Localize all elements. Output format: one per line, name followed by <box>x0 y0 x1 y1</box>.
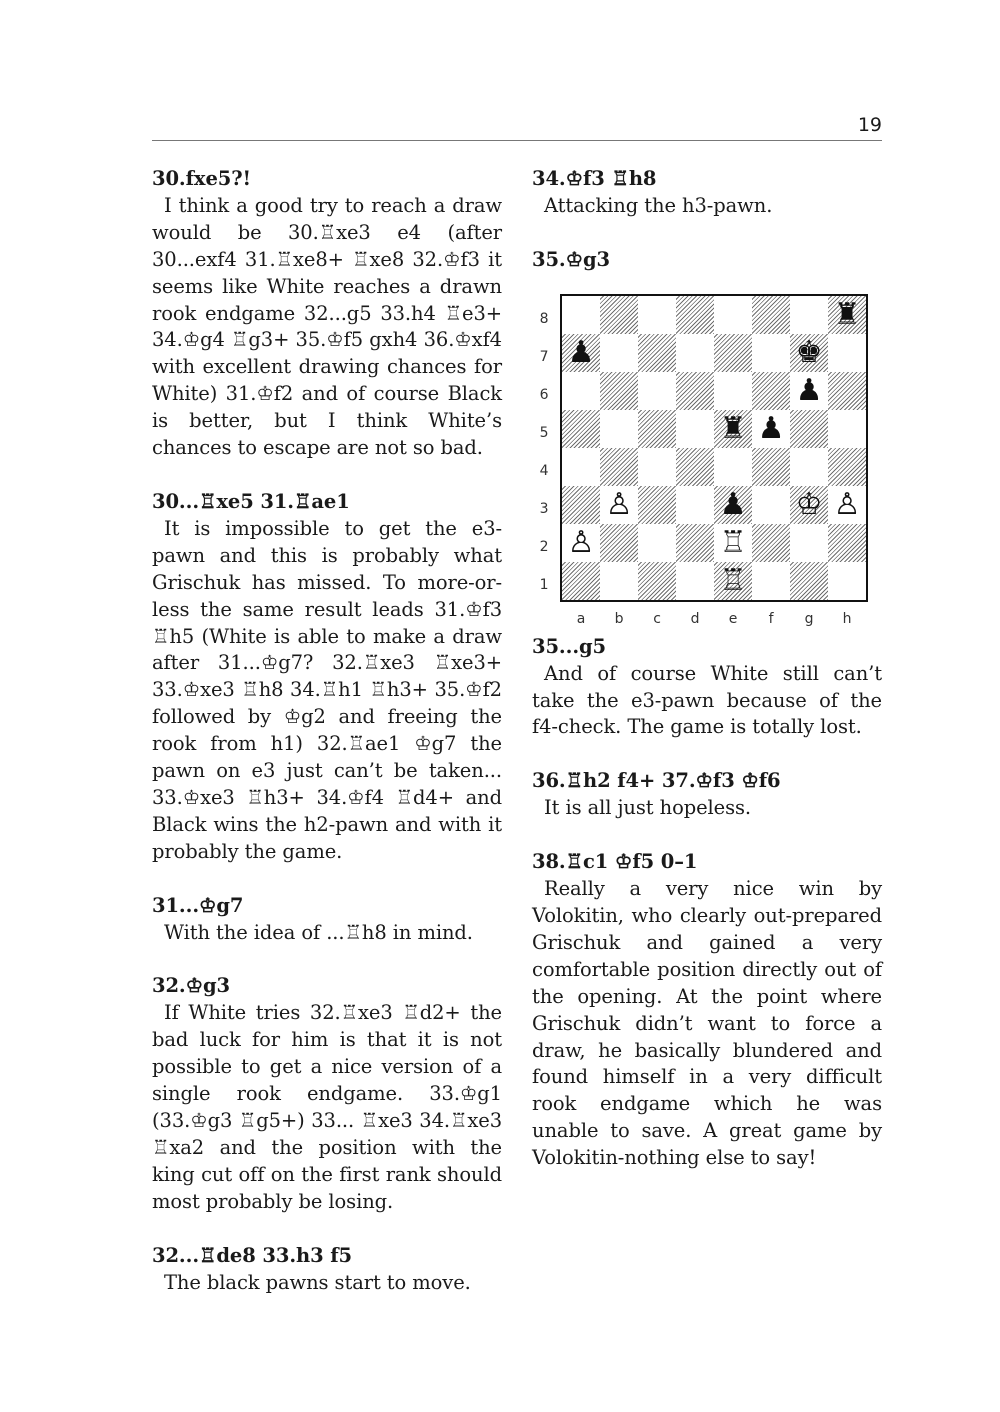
move-heading: 34.♔f3 ♖h8 <box>532 167 657 190</box>
black-pawn-icon: ♟ <box>719 486 747 522</box>
square-e6 <box>714 372 752 410</box>
commentary: Really a very nice win by Volokitin, who clearly out-prepared Grischuk and gained a very comfortable position directly out of the opening. At the point where Grischuk didn’t want to force a draw, he basically blundered and found himself in a very difficult rook endgame which he was unable to save. A great game by Volokitin-nothing else to say! <box>532 877 882 1170</box>
move-heading: 36.♖h2 f4+ 37.♔f3 ♔f6 <box>532 769 781 793</box>
square-b2 <box>600 524 638 562</box>
white-pawn-icon: ♙ <box>605 486 633 522</box>
commentary: It is impossible to get the e3-pawn and this is probably what Grischuk has missed. To more-or-less the same result leads 31.♔f3 ♖h5 (White is able to make a draw after 31...♔g7? 32.♖xe3 ♖xe3+ 33.♔xe3 ♖h8 34.♖h1 ♖h3+ 35.♔f2 followed by ♔g2 and freeing the rook from h1) 32.♖ae1 ♔g7 the pawn on e3 just can’t be taken... 33.♔xe3 ♖h3+ 34.♔f4 ♖d4+ and Black wins the h2-pawn and with it probably the game. <box>152 516 502 863</box>
square-f7 <box>752 334 790 372</box>
file-label: g <box>804 610 814 627</box>
black-king-icon: ♚ <box>795 334 823 370</box>
file-label: a <box>576 610 586 627</box>
square-a3 <box>562 486 600 524</box>
left-column <box>152 166 502 1296</box>
black-rook-icon: ♜ <box>833 296 861 332</box>
square-c1 <box>638 562 676 600</box>
square-f8 <box>752 296 790 334</box>
square-e4 <box>714 448 752 486</box>
rank-label: 6 <box>539 386 549 403</box>
rank-label: 8 <box>539 310 549 327</box>
square-f2 <box>752 524 790 562</box>
square-c8 <box>638 296 676 334</box>
rank-label: 2 <box>539 538 549 555</box>
square-f3 <box>752 486 790 524</box>
white-pawn-icon: ♙ <box>567 524 595 560</box>
square-b8 <box>600 296 638 334</box>
white-rook-icon: ♖ <box>719 562 747 598</box>
black-pawn-icon: ♟ <box>757 410 785 446</box>
square-a6 <box>562 372 600 410</box>
square-e7 <box>714 334 752 372</box>
square-h6 <box>828 372 866 410</box>
square-b6 <box>600 372 638 410</box>
commentary: If White tries 32.♖xe3 ♖d2+ the bad luck for him is that it is not possible to get a nice version of a single rook endgame. 33.♔g1 (33.♔g3 ♖g5+) 33... ♖xe3 34.♖xe3 ♖xa2 and the position with the king cut off on the first rank should most probably be losing. <box>152 1001 502 1213</box>
file-label: f <box>768 610 774 627</box>
square-c6 <box>638 372 676 410</box>
white-rook-icon: ♖ <box>719 524 747 560</box>
commentary: With the idea of ...♖h8 in mind. <box>164 920 473 944</box>
white-pawn-icon: ♙ <box>833 486 861 522</box>
commentary: The black pawns start to move. <box>164 1270 471 1294</box>
square-a4 <box>562 448 600 486</box>
square-c7 <box>638 334 676 372</box>
commentary: I think a good try to reach a draw would be 30.♖xe3 e4 (after 30...exf4 31.♖xe8+ ♖xe8 32.♔f3 it seems like White reaches a drawn rook endgame 32...g5 33.h4 ♖e3+ 34.♔g4 ♖g3+ 35.♔f5 gxh4 36.♔xf4 with excellent drawing chances for White) 31.♔f2 and of course Black is better, but I think White’s chances to escape are not so bad. <box>152 193 502 460</box>
file-label: h <box>842 610 852 627</box>
file-label: b <box>614 610 624 627</box>
chess-diagram <box>532 274 882 634</box>
move-heading: 35...g5 <box>532 634 607 658</box>
square-h2 <box>828 524 866 562</box>
square-a8 <box>562 296 600 334</box>
rank-label: 1 <box>539 576 549 593</box>
square-d3 <box>676 486 714 524</box>
rank-label: 5 <box>539 424 549 441</box>
square-h7 <box>828 334 866 372</box>
black-pawn-icon: ♟ <box>567 334 595 370</box>
right-column <box>532 166 882 1172</box>
square-h5 <box>828 410 866 448</box>
file-label: d <box>690 610 700 627</box>
move-heading: 32...♖de8 33.h3 f5 <box>152 1243 352 1267</box>
square-g5 <box>790 410 828 448</box>
square-d4 <box>676 448 714 486</box>
square-a1 <box>562 562 600 600</box>
square-g2 <box>790 524 828 562</box>
square-c4 <box>638 448 676 486</box>
square-g8 <box>790 296 828 334</box>
header-rule <box>152 140 882 141</box>
black-rook-icon: ♜ <box>719 410 747 446</box>
square-d6 <box>676 372 714 410</box>
move-heading: 32.♔g3 <box>152 974 231 998</box>
chess-board <box>560 294 868 602</box>
rank-label: 3 <box>539 500 549 517</box>
move-heading: 30.fxe5?! <box>152 167 251 190</box>
move-heading: 38.♖c1 ♔f5 0–1 <box>532 850 698 874</box>
commentary: Attacking the h3-pawn. <box>544 193 773 217</box>
move-heading: 35.♔g3 <box>532 247 611 271</box>
square-b7 <box>600 334 638 372</box>
square-d1 <box>676 562 714 600</box>
square-g1 <box>790 562 828 600</box>
square-b1 <box>600 562 638 600</box>
square-c2 <box>638 524 676 562</box>
square-d2 <box>676 524 714 562</box>
square-g4 <box>790 448 828 486</box>
square-a5 <box>562 410 600 448</box>
page-number: 19 <box>857 114 882 136</box>
square-h4 <box>828 448 866 486</box>
square-f1 <box>752 562 790 600</box>
commentary: It is all just hopeless. <box>544 796 752 820</box>
square-f4 <box>752 448 790 486</box>
square-c5 <box>638 410 676 448</box>
file-label: c <box>653 610 661 627</box>
square-b5 <box>600 410 638 448</box>
square-e8 <box>714 296 752 334</box>
square-d5 <box>676 410 714 448</box>
move-heading: 30...♖xe5 31.♖ae1 <box>152 489 350 513</box>
square-c3 <box>638 486 676 524</box>
white-king-icon: ♔ <box>795 486 823 522</box>
file-label: e <box>728 610 738 627</box>
square-b4 <box>600 448 638 486</box>
square-d7 <box>676 334 714 372</box>
square-d8 <box>676 296 714 334</box>
black-pawn-icon: ♟ <box>795 372 823 408</box>
commentary: And of course White still can’t take the e3-pawn because of the f4-check. The game is totally lost. <box>532 661 882 739</box>
move-heading: 31...♔g7 <box>152 893 244 917</box>
square-f6 <box>752 372 790 410</box>
square-h1 <box>828 562 866 600</box>
rank-label: 4 <box>539 462 549 479</box>
rank-label: 7 <box>539 348 549 365</box>
